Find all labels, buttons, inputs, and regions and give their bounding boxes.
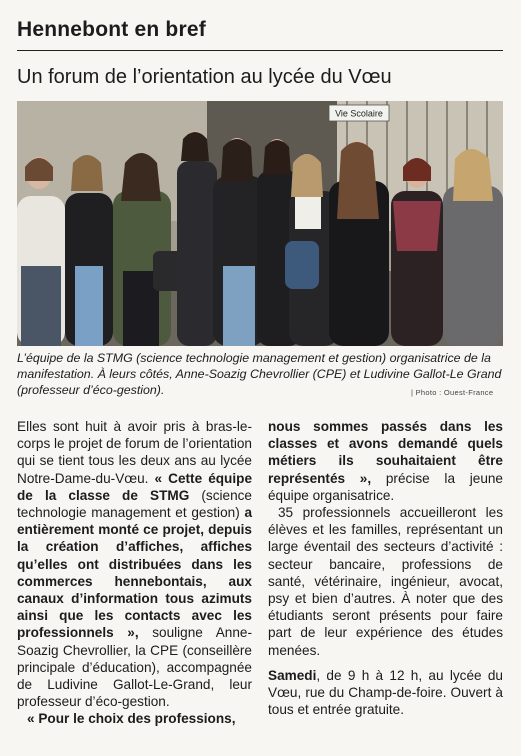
title-rule xyxy=(17,50,503,51)
article-column-left xyxy=(17,418,252,728)
sign-text: Vie Scolaire xyxy=(335,108,383,119)
blue-bag xyxy=(285,241,319,289)
group-photo-illustration xyxy=(17,101,503,346)
text-run: (science technologie management et gestion) xyxy=(17,487,252,521)
person xyxy=(177,131,217,346)
text-run: souligne Anne-Soazig Chevrollier, la CPE (conseillère principale d’éducation), accompagnée de Ludivine Gallot-Le-Grand, leur professeur d’éco-gestion. xyxy=(17,625,252,710)
photo-caption: L’équipe de la STMG (science technologie management et gestion) organisatrice de la manifestation. À leurs côtés, Anne-Soazig Chevrollier (CPE) et Ludivine Gallot-Le Grand (professeur d’éco-gestion). xyxy=(17,351,502,397)
article-photo xyxy=(17,101,503,346)
article-paragraph: 35 professionnels accueilleront les élèves et les familles, représentant un large éventail des secteurs d’activité : secteur bancaire, professions de santé, vétérinaire, ingénieur, avocat, psy et bien d’autres. À noter que des étudiants seront présents pour faire part de leur expérience des études menées. xyxy=(268,505,503,658)
article-paragraph xyxy=(17,418,252,710)
section-title: Hennebont en bref xyxy=(17,18,206,41)
quote-text: a entièrement monté ce projet, depuis la création d’affiches, affiches qu’elles ont distribuées dans les commerces hennebontais, aux canaux d’information tous azimuts ainsi que les contacts avec les professionnels », xyxy=(17,505,252,641)
event-day: Samedi xyxy=(268,667,317,683)
quote-text: nous sommes passés dans les classes et avons demandé quels métiers ils souhaitaient être représentés », xyxy=(268,419,503,486)
photo-credit: | Photo : Ouest-France xyxy=(411,388,494,397)
quote-text: « Cette équipe de la classe de STMG xyxy=(17,470,253,503)
article-paragraph xyxy=(268,418,503,504)
article-headline: Un forum de l’orientation au lycée du Vœu xyxy=(17,66,392,88)
article-paragraph xyxy=(17,710,252,727)
text-run: Elles sont huit à avoir pris à bras-le-corps le projet de forum de l’orientation qui se tient tous les deux ans au lycée Notre-Dame-du-Vœu. xyxy=(17,419,252,486)
text-run: précise la jeune équipe organisatrice. xyxy=(268,470,503,503)
article-column-right xyxy=(268,418,503,718)
article-paragraph-info xyxy=(268,667,503,719)
quote-text: « Pour le choix des professions, xyxy=(27,711,236,727)
text-run: , de 9 h à 12 h, au lycée du Vœu, rue du Champ-de-foire. Ouvert à tous et entrée gratuite. xyxy=(268,667,503,718)
